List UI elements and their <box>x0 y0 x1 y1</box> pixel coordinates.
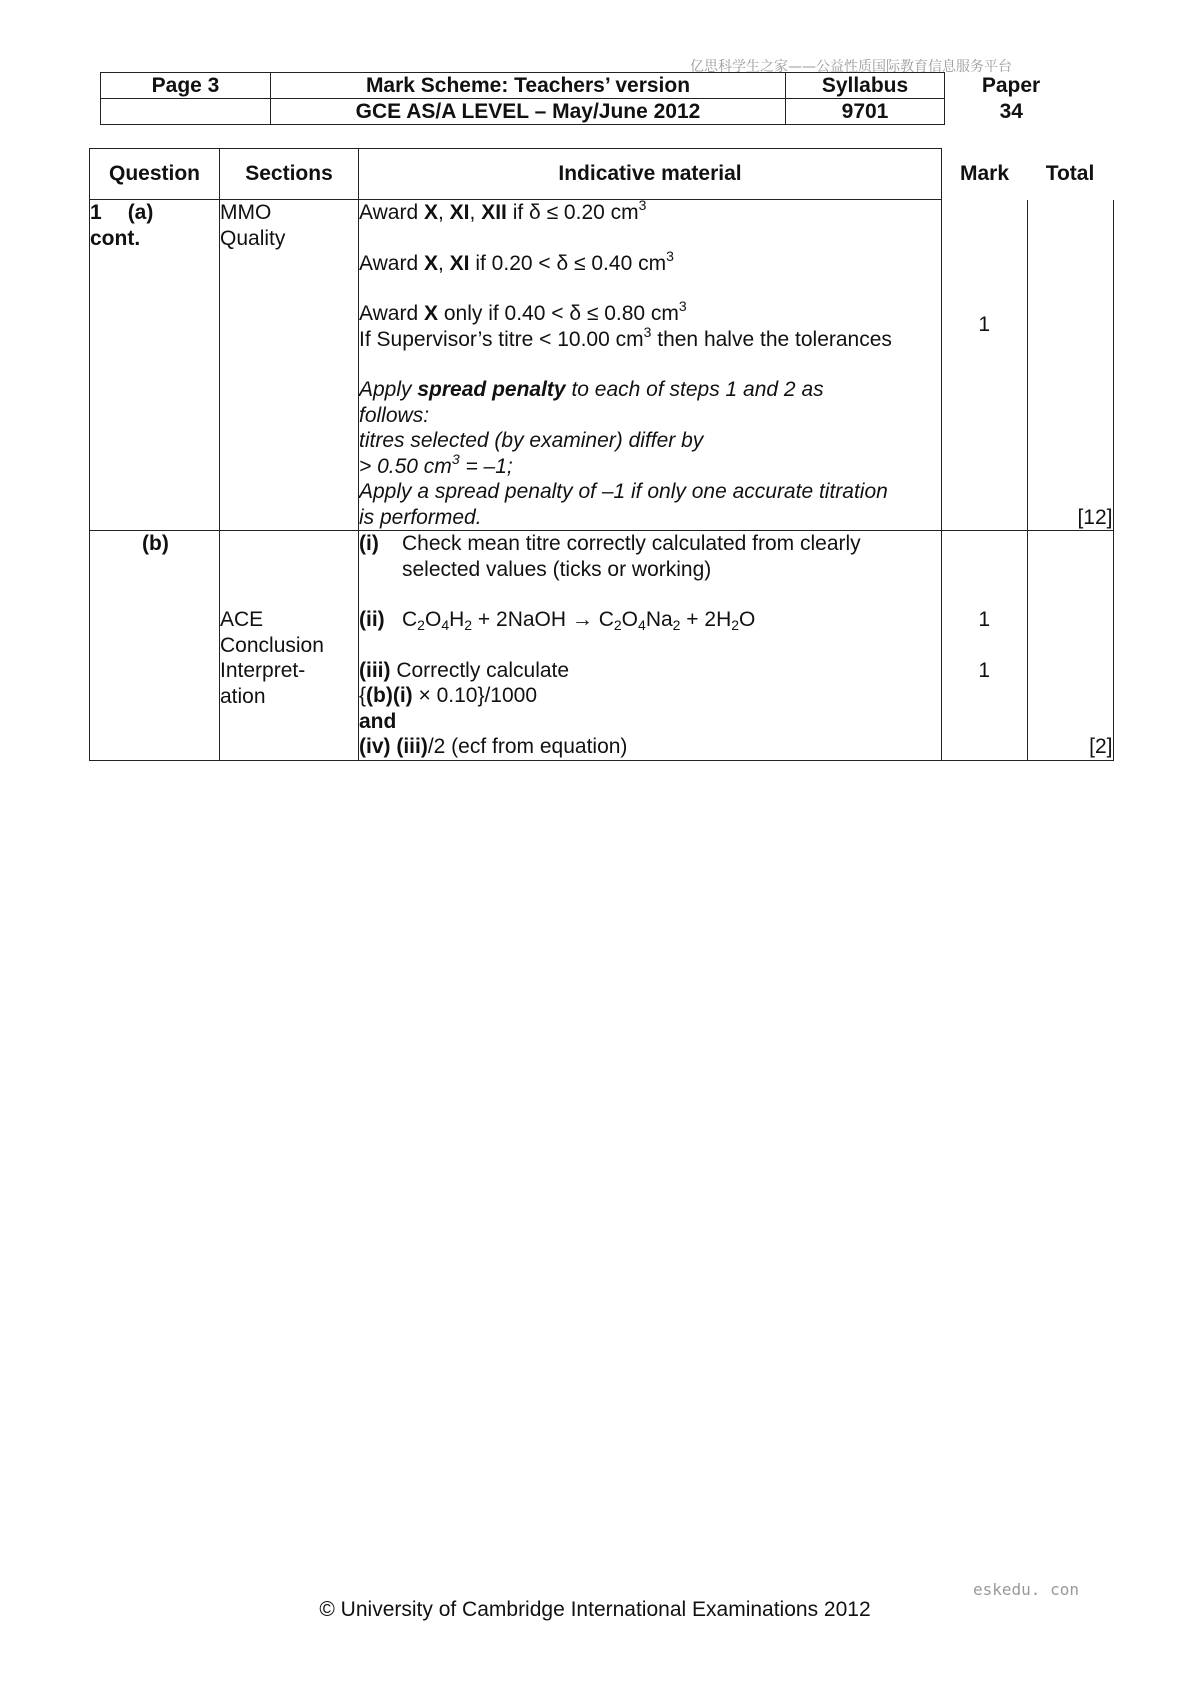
part-iii: (iii) Correctly calculate <box>359 658 570 682</box>
section-name: Conclusion <box>220 633 324 657</box>
part-ii-equation: (ii) $C_2O_4H_2$ + 2NaOH → $C_2O_4Na_2 + 2H_2O$ <box>359 608 756 633</box>
question-part: (b) <box>142 532 169 555</box>
calculation-line: {(b)(i) × 0.10}/1000 <box>359 684 538 707</box>
watermark-top: 亿思科学生之家——公益性质国际教育信息服务平台 <box>690 59 1012 75</box>
spread-penalty-text: Apply spread penalty to each of steps 1 and 2 as follows: titres selected (by examiner) differ by > 0.50 $cm^3 = -1$; Apply a spread penalty of –1 if only one accurate titration is performed. <box>359 378 888 529</box>
section-cell <box>220 200 359 531</box>
and-label: and <box>359 709 397 733</box>
header-mark: Mark <box>959 162 1010 186</box>
mark-value: 1 <box>978 312 991 336</box>
total-cell <box>1027 200 1113 531</box>
syllabus-label: Syllabus <box>786 73 945 99</box>
part-i: (i) Check mean titre correctly calculated from clearly selected values (ticks or working) <box>359 532 861 581</box>
page-header-blank <box>101 99 271 125</box>
section-name: Interpret- <box>220 659 306 682</box>
award-line: Award X, XI, XII if δ ≤ 0.20 $cm^3$ <box>359 197 647 224</box>
indicative-material-cell <box>359 197 942 531</box>
section-name: ation <box>220 684 266 708</box>
award-line: Award X only if 0.40 < δ ≤ 0.80 $cm^3$ <box>359 298 687 325</box>
mark-scheme-table <box>89 148 1114 761</box>
copyright-footer: © University of Cambridge International Examinations 2012 <box>319 1598 871 1621</box>
part-iv: (iv) (iii)/2 (ecf from equation) <box>359 735 628 758</box>
section-name: MMO <box>220 201 272 224</box>
table-row <box>90 531 1114 761</box>
watermark-bottom: eskedu. con <box>973 1580 1079 1599</box>
header-sections: Sections <box>220 149 359 200</box>
question-cell <box>90 531 220 761</box>
header-question: Question <box>90 149 220 200</box>
total-value: [12] <box>1077 505 1113 529</box>
question-number: 1 <box>90 201 102 224</box>
mark-value: 1 <box>978 608 991 631</box>
total-value: [2] <box>1089 735 1113 758</box>
mark-value: 1 <box>978 658 991 682</box>
table-header-row <box>90 149 1114 200</box>
award-line: Award X, XI if 0.20 < δ ≤ 0.40 $cm^3$ <box>359 247 674 275</box>
syllabus-code: 9701 <box>786 99 945 125</box>
section-cell <box>220 531 359 761</box>
header-indicative-material: Indicative material <box>359 149 942 200</box>
question-cont: cont. <box>90 226 141 250</box>
page-number: Page 3 <box>101 73 271 99</box>
paper-label: Paper <box>981 74 1041 97</box>
section-name: ACE <box>220 608 264 631</box>
exam-session: GCE AS/A LEVEL – May/June 2012 <box>271 99 786 125</box>
supervisor-line: If Supervisor’s titre < 10.00 $cm^3$ then halve the tolerances <box>359 323 892 351</box>
page-header <box>100 72 1078 125</box>
mark-cell <box>942 200 1028 531</box>
question-cell <box>90 200 220 531</box>
header-total: Total <box>1045 162 1095 186</box>
table-row <box>90 200 1114 531</box>
mark-cell <box>942 531 1028 761</box>
section-name: Quality <box>220 226 286 250</box>
total-cell <box>1027 531 1113 761</box>
indicative-material-cell <box>359 531 942 761</box>
document-title: Mark Scheme: Teachers’ version <box>271 73 786 99</box>
paper-number: 34 <box>999 100 1023 123</box>
question-part: (a) <box>127 201 154 224</box>
